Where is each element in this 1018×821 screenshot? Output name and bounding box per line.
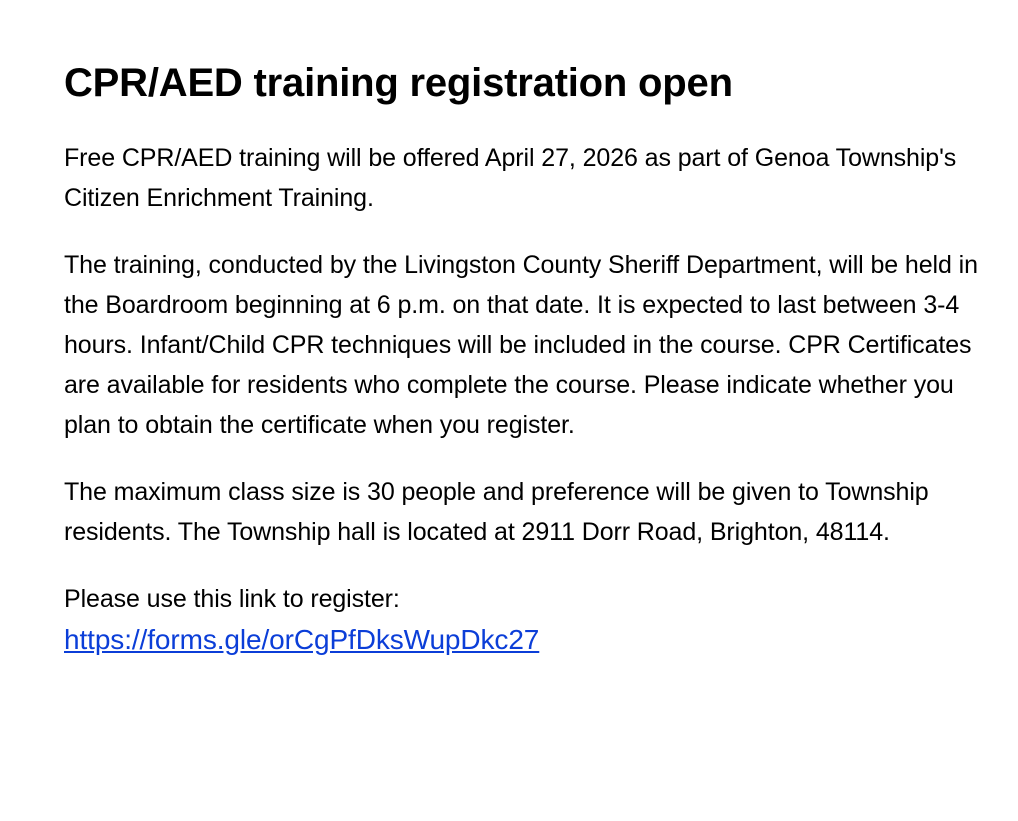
details-paragraph: The training, conducted by the Livingston County Sheriff Department, will be held in the Boardroom beginning at 6 p.m. on that date. It is expected to last between 3-4 hours. Infant/Child CPR techniques will be included in the course. CPR Certificates are available for residents who complete the course. Please indicate whether you plan to obtain the certificate when you register. <box>64 251 978 439</box>
register-paragraph <box>64 579 984 661</box>
announcement-document <box>64 58 984 661</box>
page-title: CPR/AED training registration open <box>64 61 733 105</box>
capacity-location-paragraph: The maximum class size is 30 people and preference will be given to Township residents. The Township hall is located at 2911 Dorr Road, Brighton, 48114. <box>64 478 929 546</box>
register-prompt: Please use this link to register: <box>64 585 400 613</box>
register-link[interactable]: https://forms.gle/orCgPfDksWupDkc27 <box>64 624 540 655</box>
intro-paragraph: Free CPR/AED training will be offered April 27, 2026 as part of Genoa Township's Citizen Enrichment Training. <box>64 144 957 212</box>
